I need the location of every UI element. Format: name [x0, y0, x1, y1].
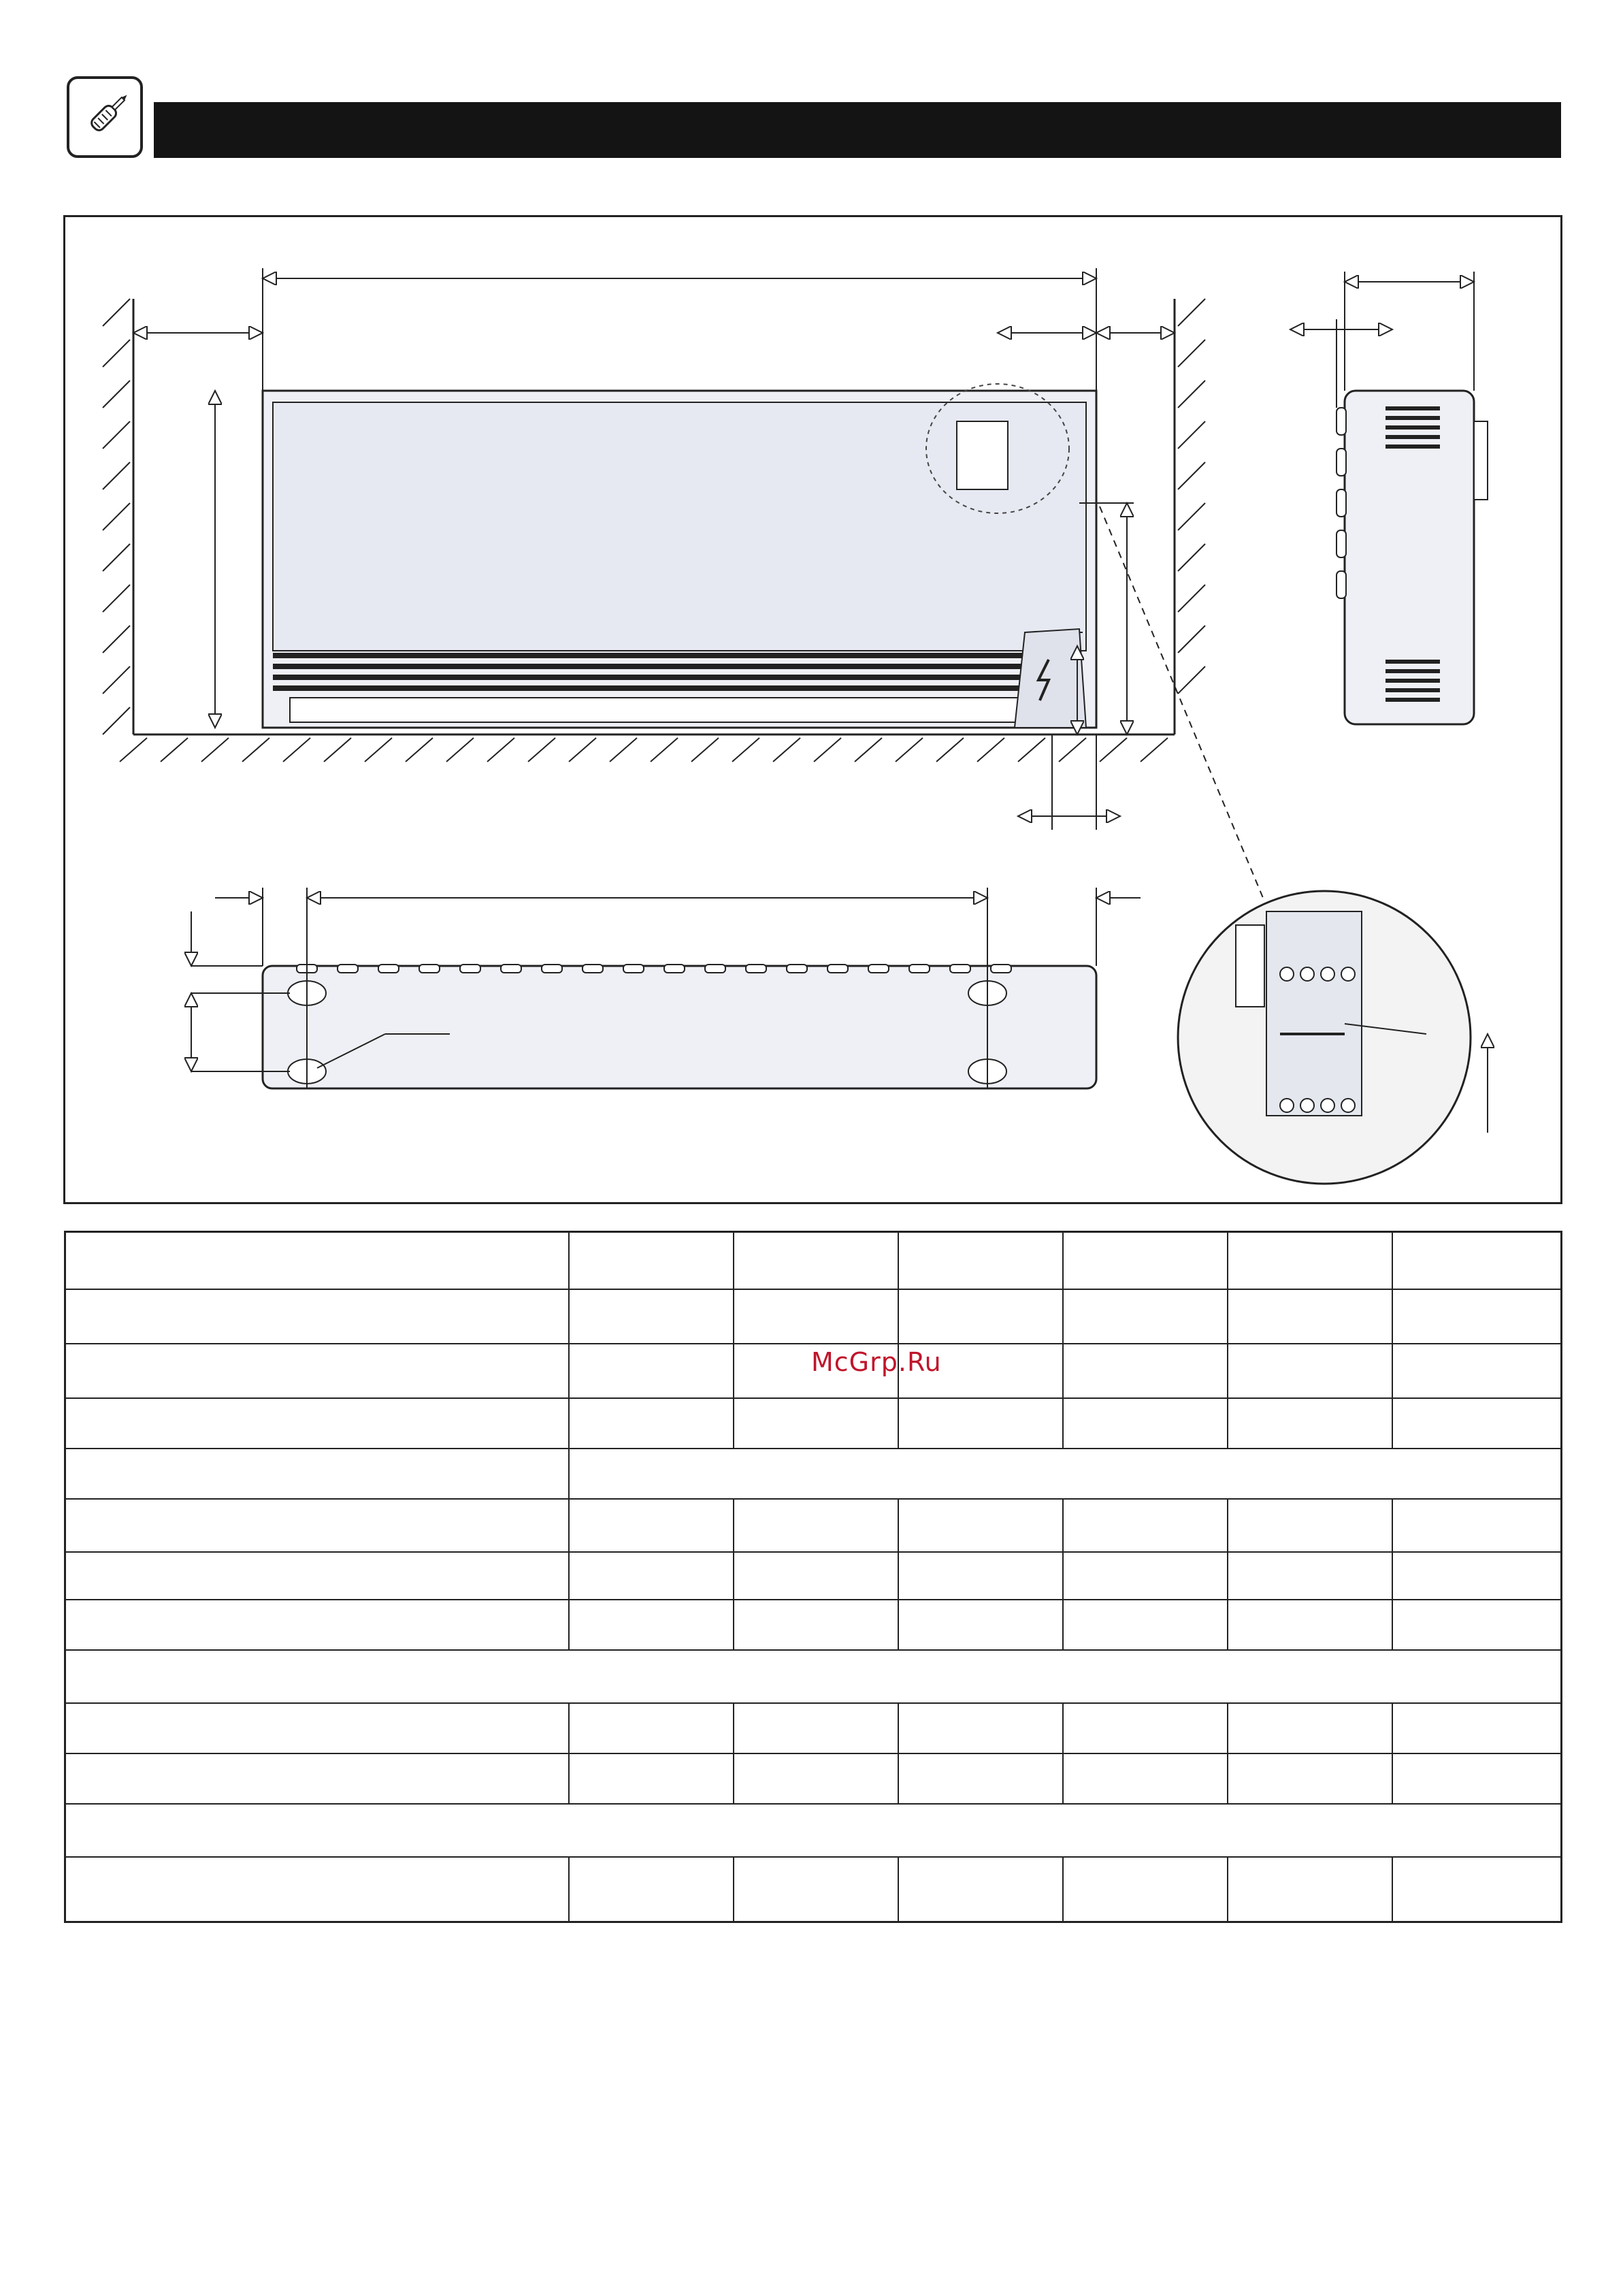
table-cell: [734, 1600, 898, 1650]
table-cell: [1063, 1232, 1228, 1289]
table-cell: [898, 1703, 1063, 1753]
table-row: [65, 1703, 1562, 1753]
table-cell: [898, 1499, 1063, 1552]
screwdriver-icon: [67, 76, 143, 158]
table-cell: [569, 1232, 734, 1289]
table-cell: [569, 1499, 734, 1552]
installation-drawing: [65, 217, 1560, 1202]
table-cell: [734, 1499, 898, 1552]
table-cell: [1063, 1703, 1228, 1753]
table-cell: [1228, 1552, 1392, 1600]
table-cell: [1228, 1499, 1392, 1552]
table-row: [65, 1232, 1562, 1289]
table-cell: [569, 1600, 734, 1650]
table-cell: [1063, 1344, 1228, 1398]
table-cell: [569, 1398, 734, 1449]
table-cell: [1392, 1289, 1562, 1344]
section-title: [154, 115, 174, 145]
row-label: [65, 1499, 570, 1552]
table-cell: [734, 1753, 898, 1804]
table-cell: [734, 1398, 898, 1449]
table-cell: [734, 1552, 898, 1600]
row-label: [65, 1857, 570, 1922]
table-cell: [1392, 1232, 1562, 1289]
table-cell: [569, 1552, 734, 1600]
table-cell: [1063, 1600, 1228, 1650]
table-cell: [1392, 1703, 1562, 1753]
table-cell: [1228, 1344, 1392, 1398]
table-cell: [898, 1600, 1063, 1650]
spec-table: [64, 1231, 1562, 1923]
table-row: [65, 1289, 1562, 1344]
table-cell: [1392, 1753, 1562, 1804]
table-cell: [1228, 1753, 1392, 1804]
section-label: [65, 1804, 1562, 1857]
row-label: [65, 1449, 570, 1499]
table-cell: [1392, 1499, 1562, 1552]
table-cell: [569, 1857, 734, 1922]
table-cell: [1392, 1600, 1562, 1650]
table-cell-span: [569, 1449, 1562, 1499]
section-title-bar: [154, 102, 1561, 158]
table-cell: [569, 1289, 734, 1344]
row-label: [65, 1600, 570, 1650]
table-cell: [734, 1289, 898, 1344]
installation-diagram: [63, 215, 1562, 1377]
row-label: [65, 1703, 570, 1753]
row-label: [65, 1232, 570, 1289]
table-cell: [1392, 1398, 1562, 1449]
table-cell: [734, 1703, 898, 1753]
table-cell: [1228, 1289, 1392, 1344]
bottom-view: [263, 965, 1096, 1088]
table-cell: [1228, 1600, 1392, 1650]
row-label: [65, 1398, 570, 1449]
table-cell: [569, 1703, 734, 1753]
table-cell: [1063, 1499, 1228, 1552]
table-cell: [898, 1398, 1063, 1449]
table-cell: [1392, 1857, 1562, 1922]
table-cell: [1063, 1289, 1228, 1344]
heater-front: [263, 391, 1096, 728]
table-row: [65, 1552, 1562, 1600]
table-cell: [898, 1289, 1063, 1344]
table-cell: [1063, 1552, 1228, 1600]
table-cell: [1228, 1398, 1392, 1449]
table-row: [65, 1344, 1562, 1398]
table-cell: [569, 1344, 734, 1398]
table-cell: [734, 1857, 898, 1922]
table-cell: [734, 1232, 898, 1289]
table-cell: [1063, 1857, 1228, 1922]
row-label: [65, 1753, 570, 1804]
table-cell: [1392, 1552, 1562, 1600]
table-section-row: [65, 1804, 1562, 1857]
watermark-text: McGrp.Ru: [811, 1347, 942, 1377]
table-row: [65, 1753, 1562, 1804]
table-cell: [898, 1857, 1063, 1922]
table-row: [65, 1449, 1562, 1499]
section-label: [65, 1650, 1562, 1703]
table-cell: [898, 1232, 1063, 1289]
table-section-row: [65, 1650, 1562, 1703]
row-label: [65, 1344, 570, 1398]
table-row: [65, 1600, 1562, 1650]
row-label: [65, 1552, 570, 1600]
table-cell: [1228, 1703, 1392, 1753]
table-cell: [1228, 1232, 1392, 1289]
table-row: [65, 1857, 1562, 1922]
table-cell: [898, 1552, 1063, 1600]
table-cell: [898, 1344, 1063, 1398]
table-cell: [898, 1753, 1063, 1804]
table-cell: [1392, 1344, 1562, 1398]
table-row: [65, 1499, 1562, 1552]
table-cell: [1063, 1398, 1228, 1449]
table-cell: [734, 1344, 898, 1398]
table-cell: [1228, 1857, 1392, 1922]
side-view: [1337, 391, 1488, 724]
table-row: [65, 1398, 1562, 1449]
row-label: [65, 1289, 570, 1344]
table-cell: [569, 1753, 734, 1804]
table-cell: [1063, 1753, 1228, 1804]
